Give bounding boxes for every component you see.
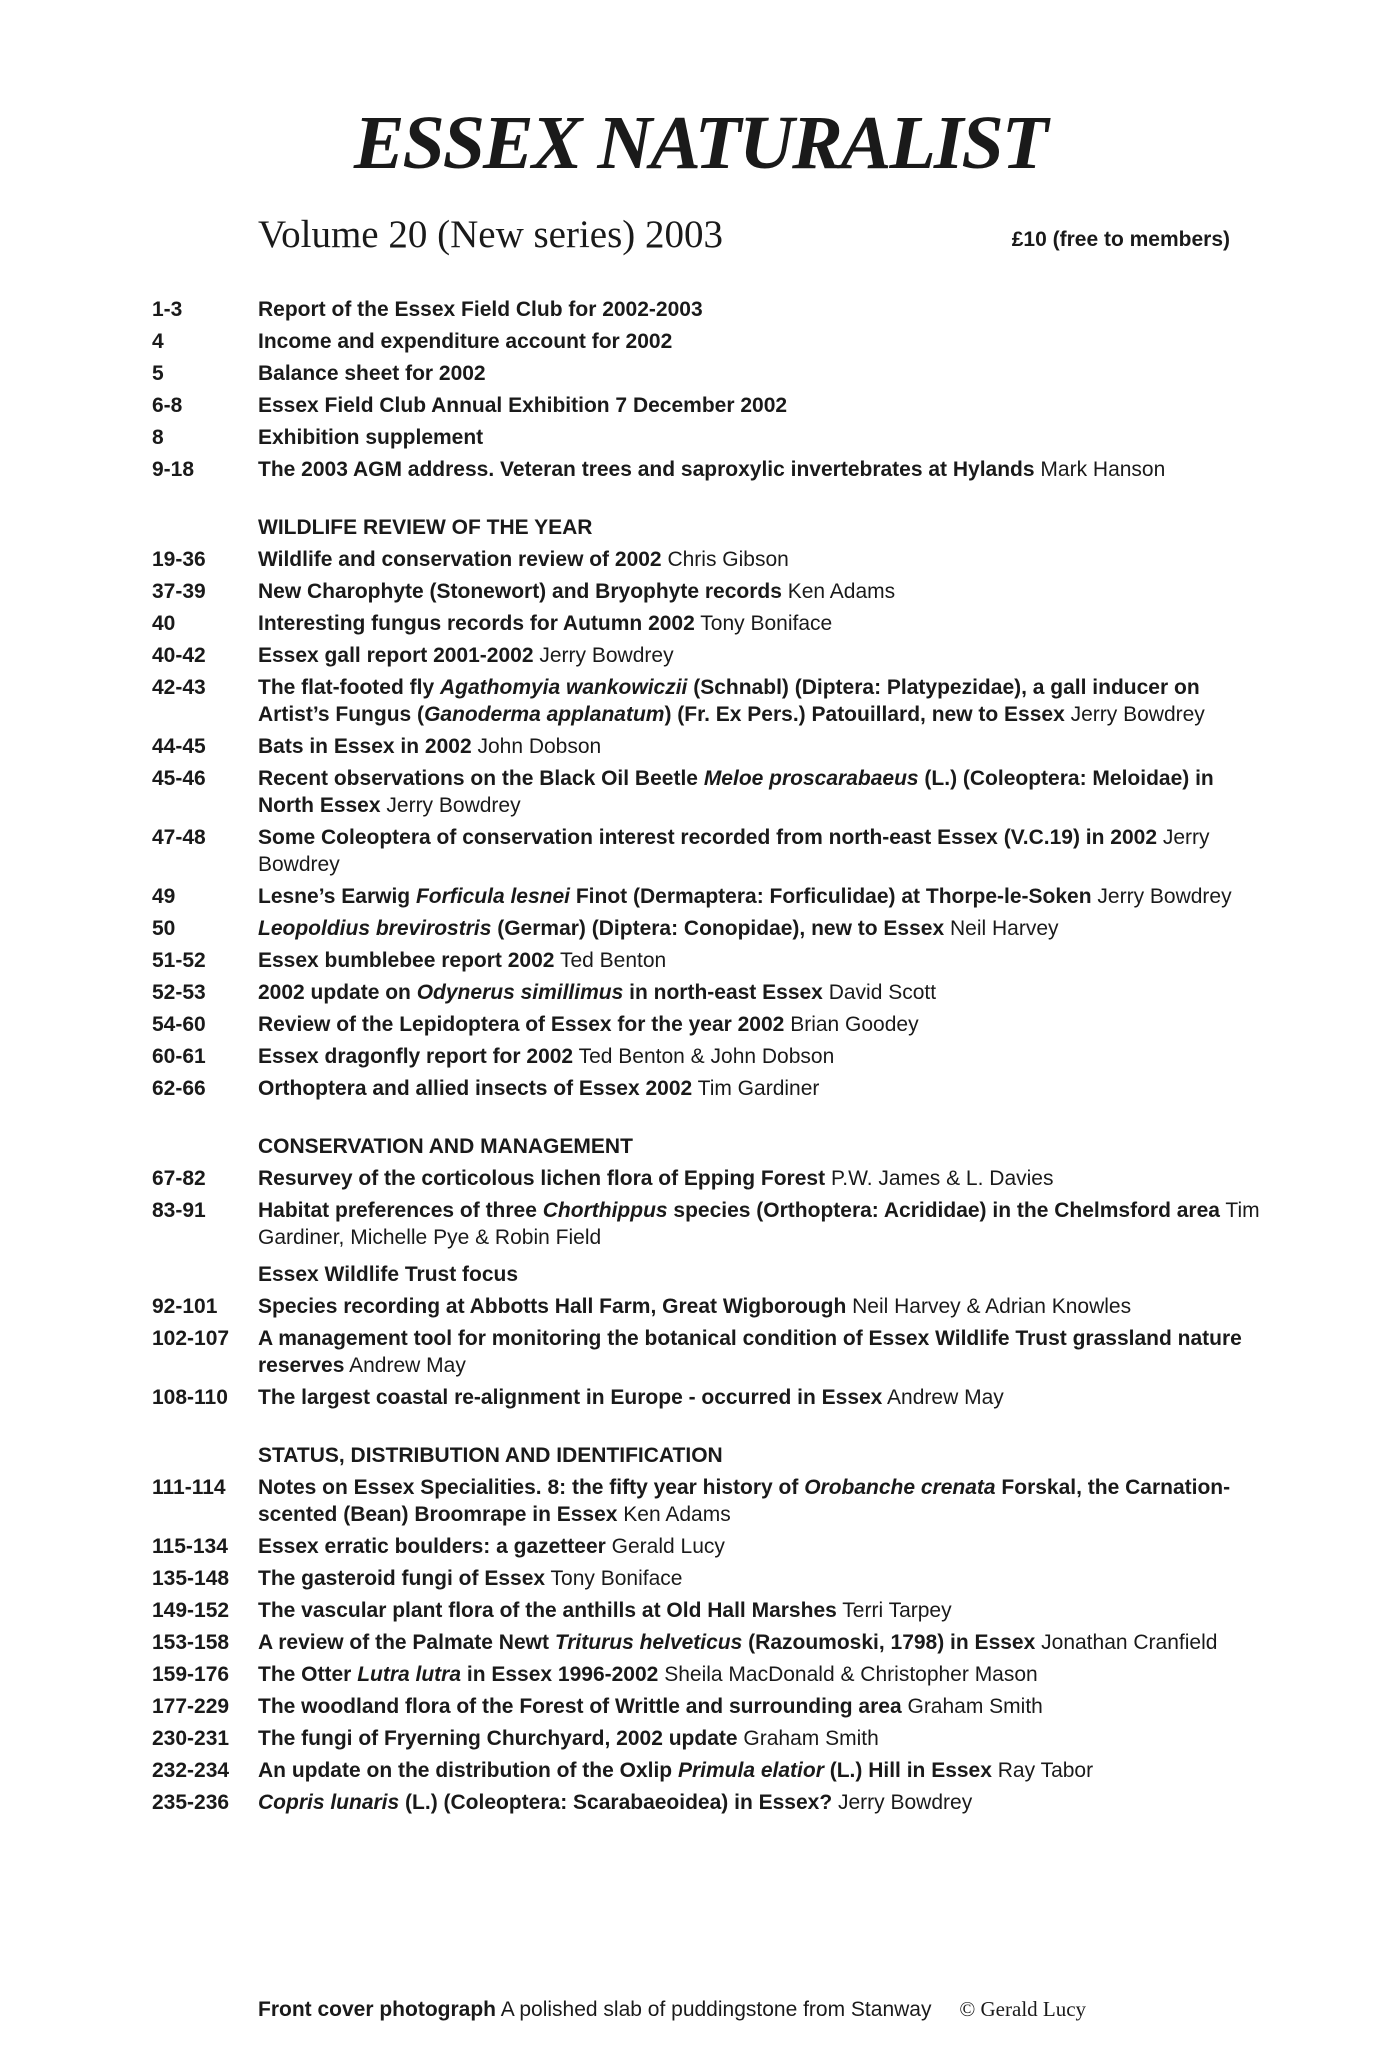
entry-text xyxy=(258,642,1272,669)
entry-text xyxy=(258,1384,1272,1411)
article-title: Some Coleoptera of conservation interest recorded from north-east Essex (V.C.19) in 2002 xyxy=(258,826,1158,849)
toc-entry xyxy=(152,1165,1272,1192)
page-range: 1-3 xyxy=(152,298,183,321)
article-author: Terri Tarpey xyxy=(842,1599,952,1622)
page-range: 135-148 xyxy=(152,1567,230,1590)
page-range: 102-107 xyxy=(152,1327,230,1350)
entry-text xyxy=(258,1075,1272,1102)
toc-entry xyxy=(152,1474,1272,1528)
article-author: Brian Goodey xyxy=(790,1013,919,1036)
article-title: Notes on Essex Specialities. 8: the fifty year history of Orobanche crenata Forskal, the Carnation-scented (Bean) Broomrape in Essex xyxy=(258,1476,1231,1526)
toc-entry xyxy=(152,642,1272,669)
entry-text xyxy=(258,360,1272,387)
page-range: 108-110 xyxy=(152,1386,228,1409)
entry-text xyxy=(258,1789,1272,1816)
article-author: Ray Tabor xyxy=(997,1759,1094,1782)
article-title: Essex dragonfly report for 2002 xyxy=(258,1045,574,1068)
article-title: Resurvey of the corticolous lichen flora of Epping Forest xyxy=(258,1167,826,1190)
toc-entry xyxy=(152,674,1272,728)
article-author: Gerald Lucy xyxy=(611,1535,725,1558)
page-range: 47-48 xyxy=(152,826,206,849)
article-author: P.W. James & L. Davies xyxy=(830,1167,1054,1190)
entry-text xyxy=(258,1197,1272,1251)
toc-entry xyxy=(152,1043,1272,1070)
cover-caption-label: Front cover photograph xyxy=(258,1998,496,2021)
toc-entry xyxy=(152,1197,1272,1251)
article-author: Chris Gibson xyxy=(667,548,789,571)
toc-entry xyxy=(152,1629,1272,1656)
section-heading: STATUS, DISTRIBUTION AND IDENTIFICATION xyxy=(258,1444,723,1467)
page-range: 232-234 xyxy=(152,1759,230,1782)
toc-entry xyxy=(152,883,1272,910)
page-range: 153-158 xyxy=(152,1631,230,1654)
toc-entry xyxy=(152,296,1272,323)
page-range: 230-231 xyxy=(152,1727,230,1750)
entry-text xyxy=(258,1629,1272,1656)
article-author: Jerry Bowdrey xyxy=(539,644,674,667)
page-range: 44-45 xyxy=(152,735,206,758)
article-author: Jerry Bowdrey xyxy=(838,1791,973,1814)
article-title: A management tool for monitoring the botanical condition of Essex Wildlife Trust grassland nature reserves xyxy=(258,1327,1242,1377)
article-title: The flat-footed fly Agathomyia wankowiczii (Schnabl) (Diptera: Platypezidae), a gall inducer on Artist’s Fungus (Ganoderma applanatum) (Fr. Ex Pers.) Patouillard, new to Essex xyxy=(258,676,1200,726)
article-author: Neil Harvey xyxy=(950,917,1059,940)
article-title: The Otter Lutra lutra in Essex 1996-2002 xyxy=(258,1663,659,1686)
article-title: Recent observations on the Black Oil Beetle Meloe proscarabaeus (L.) (Coleoptera: Meloidae) in North Essex xyxy=(258,767,1214,817)
article-author: Graham Smith xyxy=(743,1727,879,1750)
section-gap xyxy=(152,488,1272,514)
entry-text xyxy=(258,1693,1272,1720)
article-title: Essex erratic boulders: a gazetteer xyxy=(258,1535,606,1558)
entry-text xyxy=(258,1011,1272,1038)
toc-entry xyxy=(152,1325,1272,1379)
page-range: 45-46 xyxy=(152,767,206,790)
cover-caption-text: A polished slab of puddingstone from Stanway xyxy=(500,1998,932,2021)
toc-entry xyxy=(152,328,1272,355)
article-author: Ted Benton & John Dobson xyxy=(578,1045,835,1068)
article-title: Interesting fungus records for Autumn 2002 xyxy=(258,612,695,635)
article-title: Essex bumblebee report 2002 xyxy=(258,949,555,972)
article-author: Jonathan Cranfield xyxy=(1041,1631,1218,1654)
page-range: 40 xyxy=(152,612,176,635)
toc-entry xyxy=(152,765,1272,819)
page-range: 9-18 xyxy=(152,458,195,481)
page-range: 6-8 xyxy=(152,394,183,417)
toc-entry xyxy=(152,578,1272,605)
article-title: Orthoptera and allied insects of Essex 2002 xyxy=(258,1077,693,1100)
page-range: 67-82 xyxy=(152,1167,206,1190)
article-title: Leopoldius brevirostris (Germar) (Diptera: Conopidae), new to Essex xyxy=(258,917,945,940)
article-author: Andrew May xyxy=(887,1386,1004,1409)
toc-entry xyxy=(152,610,1272,637)
toc-entry xyxy=(152,1757,1272,1784)
article-title: The vascular plant flora of the anthills at Old Hall Marshes xyxy=(258,1599,837,1622)
page-range: 40-42 xyxy=(152,644,206,667)
article-author: Jerry Bowdrey xyxy=(1070,703,1205,726)
article-title: Species recording at Abbotts Hall Farm, Great Wigborough xyxy=(258,1295,847,1318)
entry-text xyxy=(258,1661,1272,1688)
page-range: 8 xyxy=(152,426,164,449)
toc-entry xyxy=(152,915,1272,942)
page-range: 42-43 xyxy=(152,676,206,699)
toc-entry xyxy=(152,1293,1272,1320)
entry-text xyxy=(258,1597,1272,1624)
article-author: Sheila MacDonald & Christopher Mason xyxy=(664,1663,1038,1686)
price-label: £10 (free to members) xyxy=(1011,228,1230,251)
article-title: The gasteroid fungi of Essex xyxy=(258,1567,546,1590)
article-title: Review of the Lepidoptera of Essex for the year 2002 xyxy=(258,1013,785,1036)
page-range: 235-236 xyxy=(152,1791,230,1814)
entry-text xyxy=(258,296,1272,323)
volume-line: Volume 20 (New series) 2003 xyxy=(258,213,724,256)
section-heading: CONSERVATION AND MANAGEMENT xyxy=(258,1135,633,1158)
article-author: John Dobson xyxy=(477,735,602,758)
journal-title: ESSEX NATURALIST xyxy=(353,101,1047,185)
entry-text xyxy=(258,1565,1272,1592)
article-author: Andrew May xyxy=(349,1354,466,1377)
article-title: Lesne’s Earwig Forficula lesnei Finot (Dermaptera: Forficulidae) at Thorpe-le-Soken xyxy=(258,885,1092,908)
article-title: Essex Field Club Annual Exhibition 7 December 2002 xyxy=(258,394,788,417)
entry-text xyxy=(258,610,1272,637)
page-range: 5 xyxy=(152,362,164,385)
entry-text xyxy=(258,456,1272,483)
article-author: Tony Boniface xyxy=(550,1567,683,1590)
toc-entry xyxy=(152,1011,1272,1038)
article-title: The 2003 AGM address. Veteran trees and saproxylic invertebrates at Hylands xyxy=(258,458,1035,481)
toc-entry xyxy=(152,1725,1272,1752)
entry-text xyxy=(258,1325,1272,1379)
page-range: 149-152 xyxy=(152,1599,230,1622)
entry-text xyxy=(258,392,1272,419)
article-author: Ken Adams xyxy=(787,580,896,603)
entry-text xyxy=(258,915,1272,942)
article-title: New Charophyte (Stonewort) and Bryophyte records xyxy=(258,580,782,603)
article-title: A review of the Palmate Newt Triturus helveticus (Razoumoski, 1798) in Essex xyxy=(258,1631,1036,1654)
article-title: Balance sheet for 2002 xyxy=(258,362,486,385)
toc-entry xyxy=(152,824,1272,878)
section-heading: WILDLIFE REVIEW OF THE YEAR xyxy=(258,516,593,539)
entry-text xyxy=(258,824,1272,878)
table-of-contents xyxy=(152,296,1272,1821)
entry-text xyxy=(258,765,1272,819)
toc-entry xyxy=(152,1565,1272,1592)
page-range: 159-176 xyxy=(152,1663,230,1686)
page-range: 62-66 xyxy=(152,1077,206,1100)
entry-text xyxy=(258,424,1272,451)
entry-text xyxy=(258,1165,1272,1192)
article-author: Graham Smith xyxy=(907,1695,1043,1718)
article-title: Habitat preferences of three Chorthippus species (Orthoptera: Acrididae) in the Chelmsford area xyxy=(258,1199,1220,1222)
toc-entry xyxy=(152,1075,1272,1102)
page-range: 37-39 xyxy=(152,580,206,603)
cover-caption xyxy=(258,1997,1086,2022)
article-author: Mark Hanson xyxy=(1040,458,1166,481)
article-author: Ted Benton xyxy=(559,949,667,972)
entry-text xyxy=(258,328,1272,355)
toc-entry xyxy=(152,947,1272,974)
toc-entry xyxy=(152,360,1272,387)
toc-entry xyxy=(152,1789,1272,1816)
article-title: An update on the distribution of the Oxlip Primula elatior (L.) Hill in Essex xyxy=(258,1759,992,1782)
article-author: David Scott xyxy=(828,981,937,1004)
article-title: Copris lunaris (L.) (Coleoptera: Scarabaeoidea) in Essex? xyxy=(258,1791,833,1814)
article-author: Jerry Bowdrey xyxy=(258,826,1210,876)
entry-text xyxy=(258,979,1272,1006)
entry-text xyxy=(258,1725,1272,1752)
article-title: The largest coastal re-alignment in Europe - occurred in Essex xyxy=(258,1386,883,1409)
page-range: 51-52 xyxy=(152,949,206,972)
page-range: 52-53 xyxy=(152,981,206,1004)
toc-entry xyxy=(152,1597,1272,1624)
page-range: 83-91 xyxy=(152,1199,206,1222)
article-author: Ken Adams xyxy=(623,1503,731,1526)
page-range: 4 xyxy=(152,330,164,353)
article-author: Tim Gardiner, Michelle Pye & Robin Field xyxy=(258,1199,1260,1249)
page-range: 54-60 xyxy=(152,1013,206,1036)
toc-entry xyxy=(152,979,1272,1006)
entry-text xyxy=(258,1293,1272,1320)
cover-credit: © Gerald Lucy xyxy=(959,1997,1087,2021)
article-author: Tony Boniface xyxy=(700,612,833,635)
page-range: 115-134 xyxy=(152,1535,228,1558)
toc-entry xyxy=(152,392,1272,419)
article-title: Bats in Essex in 2002 xyxy=(258,735,472,758)
entry-text xyxy=(258,733,1272,760)
article-title: Report of the Essex Field Club for 2002-2003 xyxy=(258,298,703,321)
entry-text xyxy=(258,883,1272,910)
article-title: Wildlife and conservation review of 2002 xyxy=(258,548,662,571)
toc-entry xyxy=(152,1693,1272,1720)
article-author: Neil Harvey & Adrian Knowles xyxy=(852,1295,1132,1318)
entry-text xyxy=(258,674,1272,728)
section-gap xyxy=(152,1416,1272,1442)
entry-text xyxy=(258,546,1272,573)
toc-entry xyxy=(152,1384,1272,1411)
page-range: 49 xyxy=(152,885,176,908)
subsection-heading: Essex Wildlife Trust focus xyxy=(258,1263,519,1286)
toc-entry xyxy=(152,733,1272,760)
toc-entry xyxy=(152,424,1272,451)
article-title: The fungi of Fryerning Churchyard, 2002 update xyxy=(258,1727,738,1750)
toc-entry xyxy=(152,546,1272,573)
section-gap xyxy=(152,1107,1272,1133)
page-range: 177-229 xyxy=(152,1695,230,1718)
article-author: Tim Gardiner xyxy=(697,1077,820,1100)
toc-entry xyxy=(152,1533,1272,1560)
article-title: Exhibition supplement xyxy=(258,426,484,449)
entry-text xyxy=(258,1043,1272,1070)
entry-text xyxy=(258,1533,1272,1560)
article-title: 2002 update on Odynerus simillimus in north-east Essex xyxy=(258,981,823,1004)
entry-text xyxy=(258,1474,1272,1528)
article-title: Essex gall report 2001-2002 xyxy=(258,644,534,667)
page-range: 19-36 xyxy=(152,548,206,571)
page-range: 60-61 xyxy=(152,1045,206,1068)
article-title: The woodland flora of the Forest of Writtle and surrounding area xyxy=(258,1695,902,1718)
article-title: Income and expenditure account for 2002 xyxy=(258,330,673,353)
page-range: 50 xyxy=(152,917,176,940)
article-author: Jerry Bowdrey xyxy=(1097,885,1232,908)
page-range: 92-101 xyxy=(152,1295,218,1318)
toc-entry xyxy=(152,1661,1272,1688)
article-author: Jerry Bowdrey xyxy=(386,794,521,817)
entry-text xyxy=(258,1757,1272,1784)
page-range: 111-114 xyxy=(152,1476,226,1499)
toc-entry xyxy=(152,456,1272,483)
entry-text xyxy=(258,578,1272,605)
entry-text xyxy=(258,947,1272,974)
